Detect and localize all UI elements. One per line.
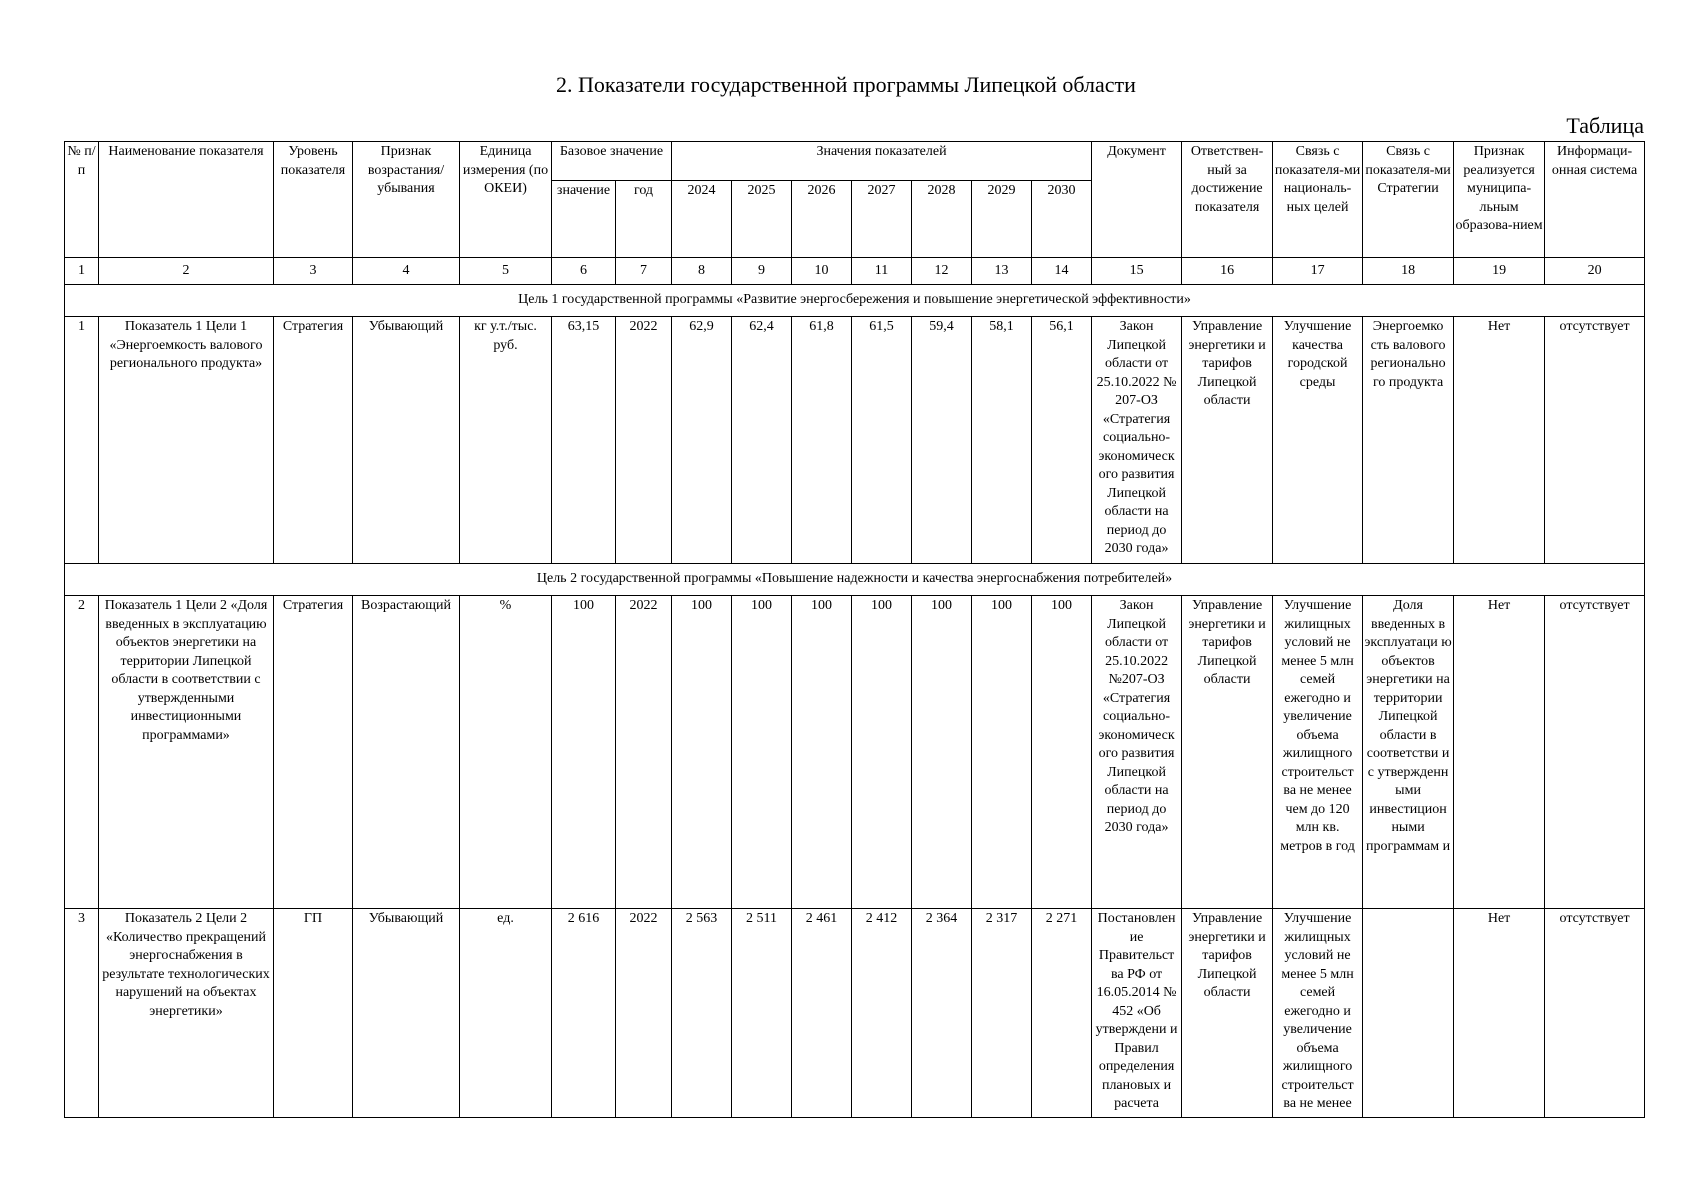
indicator-level: Стратегия — [274, 317, 353, 564]
table-row — [65, 909, 1645, 1118]
base-year: 2022 — [616, 596, 672, 909]
base-value: 63,15 — [552, 317, 616, 564]
header-name: Наименование показателя — [99, 142, 274, 258]
municipal-flag: Нет — [1454, 317, 1545, 564]
indicator-unit: % — [460, 596, 552, 909]
info-system: отсутствует — [1545, 317, 1645, 564]
header-row-1 — [65, 142, 1645, 181]
year-value: 100 — [792, 596, 852, 909]
column-number: 2 — [99, 258, 274, 285]
year-value: 56,1 — [1032, 317, 1092, 564]
row-num: 2 — [65, 596, 99, 909]
goal-title: Цель 2 государственной программы «Повышение надежности и качества энергоснабжения потребителей» — [65, 564, 1645, 596]
year-value: 62,4 — [732, 317, 792, 564]
indicator-name: Показатель 2 Цели 2 «Количество прекращений энергоснабжения в результате технологических нарушений на объектах энергетики» — [99, 909, 274, 1118]
column-number: 11 — [852, 258, 912, 285]
column-number: 16 — [1182, 258, 1273, 285]
indicator-unit: ед. — [460, 909, 552, 1118]
table-row — [65, 317, 1645, 564]
header-strat: Связь с показателя-ми Стратегии — [1363, 142, 1454, 258]
strategy-link — [1363, 909, 1454, 1118]
goal-title: Цель 1 государственной программы «Развитие энергосбережения и повышение энергетической эффективности» — [65, 285, 1645, 317]
column-number: 6 — [552, 258, 616, 285]
national-goal-link: Улучшение жилищных условий не менее 5 млн семей ежегодно и увеличение объема жилищного строительст ва не менее чем до 120 млн кв. метров в год — [1273, 596, 1363, 909]
column-numbers-row — [65, 258, 1645, 285]
year-value: 100 — [912, 596, 972, 909]
column-number: 17 — [1273, 258, 1363, 285]
column-number: 19 — [1454, 258, 1545, 285]
responsible: Управление энергетики и тарифов Липецкой области — [1182, 596, 1273, 909]
year-value: 2 461 — [792, 909, 852, 1118]
row-num: 1 — [65, 317, 99, 564]
municipal-flag: Нет — [1454, 596, 1545, 909]
responsible: Управление энергетики и тарифов Липецкой области — [1182, 317, 1273, 564]
header-base: Базовое значение — [552, 142, 672, 181]
goal-row — [65, 564, 1645, 596]
header-values: Значения показателей — [672, 142, 1092, 181]
year-value: 2 271 — [1032, 909, 1092, 1118]
info-system: отсутствует — [1545, 596, 1645, 909]
row-num: 3 — [65, 909, 99, 1118]
header-year: 2029 — [972, 181, 1032, 258]
document: Закон Липецкой области от 25.10.2022 №207-ОЗ «Стратегия социально-экономическ ого развития Липецкой области на период до 2030 года» — [1092, 596, 1182, 909]
year-value: 59,4 — [912, 317, 972, 564]
header-year: 2028 — [912, 181, 972, 258]
year-value: 100 — [732, 596, 792, 909]
municipal-flag: Нет — [1454, 909, 1545, 1118]
base-year: 2022 — [616, 909, 672, 1118]
year-value: 2 563 — [672, 909, 732, 1118]
year-value: 58,1 — [972, 317, 1032, 564]
indicator-name: Показатель 1 Цели 2 «Доля введенных в эксплуатацию объектов энергетики на территории Липецкой области в соответствии с утвержденными инвестиционными программами» — [99, 596, 274, 909]
indicators-table — [64, 141, 1645, 1118]
column-number: 20 — [1545, 258, 1645, 285]
header-year: 2030 — [1032, 181, 1092, 258]
national-goal-link: Улучшение качества городской среды — [1273, 317, 1363, 564]
strategy-link: Энергоемко сть валового регионально го продукта — [1363, 317, 1454, 564]
column-number: 1 — [65, 258, 99, 285]
indicator-sign: Убывающий — [353, 317, 460, 564]
indicator-sign: Убывающий — [353, 909, 460, 1118]
header-nat: Связь с показателя-ми националь-ных целей — [1273, 142, 1363, 258]
year-value: 2 412 — [852, 909, 912, 1118]
year-value: 2 364 — [912, 909, 972, 1118]
year-value: 2 317 — [972, 909, 1032, 1118]
header-doc: Документ — [1092, 142, 1182, 258]
indicator-unit: кг у.т./тыс. руб. — [460, 317, 552, 564]
national-goal-link: Улучшение жилищных условий не менее 5 млн семей ежегодно и увеличение объема жилищного строительст ва не менее — [1273, 909, 1363, 1118]
column-number: 10 — [792, 258, 852, 285]
info-system: отсутствует — [1545, 909, 1645, 1118]
year-value: 2 511 — [732, 909, 792, 1118]
header-num: № п/п — [65, 142, 99, 258]
column-number: 15 — [1092, 258, 1182, 285]
indicator-level: ГП — [274, 909, 353, 1118]
column-number: 8 — [672, 258, 732, 285]
header-info: Информаци-онная система — [1545, 142, 1645, 258]
base-value: 100 — [552, 596, 616, 909]
year-value: 100 — [1032, 596, 1092, 909]
year-value: 100 — [972, 596, 1032, 909]
year-value: 62,9 — [672, 317, 732, 564]
base-year: 2022 — [616, 317, 672, 564]
column-number: 5 — [460, 258, 552, 285]
year-value: 100 — [672, 596, 732, 909]
header-level: Уровень показателя — [274, 142, 353, 258]
header-muni: Признак реализуется муниципа-льным образова-нием — [1454, 142, 1545, 258]
year-value: 100 — [852, 596, 912, 909]
header-resp: Ответствен-ный за достижение показателя — [1182, 142, 1273, 258]
column-number: 13 — [972, 258, 1032, 285]
indicator-level: Стратегия — [274, 596, 353, 909]
column-number: 9 — [732, 258, 792, 285]
column-number: 18 — [1363, 258, 1454, 285]
document: Закон Липецкой области от 25.10.2022 № 207-ОЗ «Стратегия социально-экономическ ого развития Липецкой области на период до 2030 года» — [1092, 317, 1182, 564]
column-number: 7 — [616, 258, 672, 285]
column-number: 3 — [274, 258, 353, 285]
header-base-value: значение — [552, 181, 616, 258]
table-label: Таблица — [1566, 113, 1644, 138]
year-value: 61,8 — [792, 317, 852, 564]
header-unit: Единица измерения (по ОКЕИ) — [460, 142, 552, 258]
strategy-link: Доля введенных в эксплуатаци ю объектов энергетики на территории Липецкой области в соответстви и с утвержденн ыми инвестицион ными программам и — [1363, 596, 1454, 909]
indicator-name: Показатель 1 Цели 1 «Энергоемкость валового регионального продукта» — [99, 317, 274, 564]
indicator-sign: Возрастающий — [353, 596, 460, 909]
year-value: 61,5 — [852, 317, 912, 564]
header-year: 2025 — [732, 181, 792, 258]
goal-row — [65, 285, 1645, 317]
document: Постановлен ие Правительст ва РФ от 16.05.2014 № 452 «Об утверждени и Правил определения плановых и расчета — [1092, 909, 1182, 1118]
base-value: 2 616 — [552, 909, 616, 1118]
header-year: 2024 — [672, 181, 732, 258]
column-number: 12 — [912, 258, 972, 285]
header-base-year: год — [616, 181, 672, 258]
column-number: 14 — [1032, 258, 1092, 285]
header-sign: Признак возрастания/ убывания — [353, 142, 460, 258]
header-year: 2026 — [792, 181, 852, 258]
responsible: Управление энергетики и тарифов Липецкой области — [1182, 909, 1273, 1118]
table-row — [65, 596, 1645, 909]
page-title: 2. Показатели государственной программы Липецкой области — [556, 72, 1136, 97]
column-number: 4 — [353, 258, 460, 285]
header-year: 2027 — [852, 181, 912, 258]
